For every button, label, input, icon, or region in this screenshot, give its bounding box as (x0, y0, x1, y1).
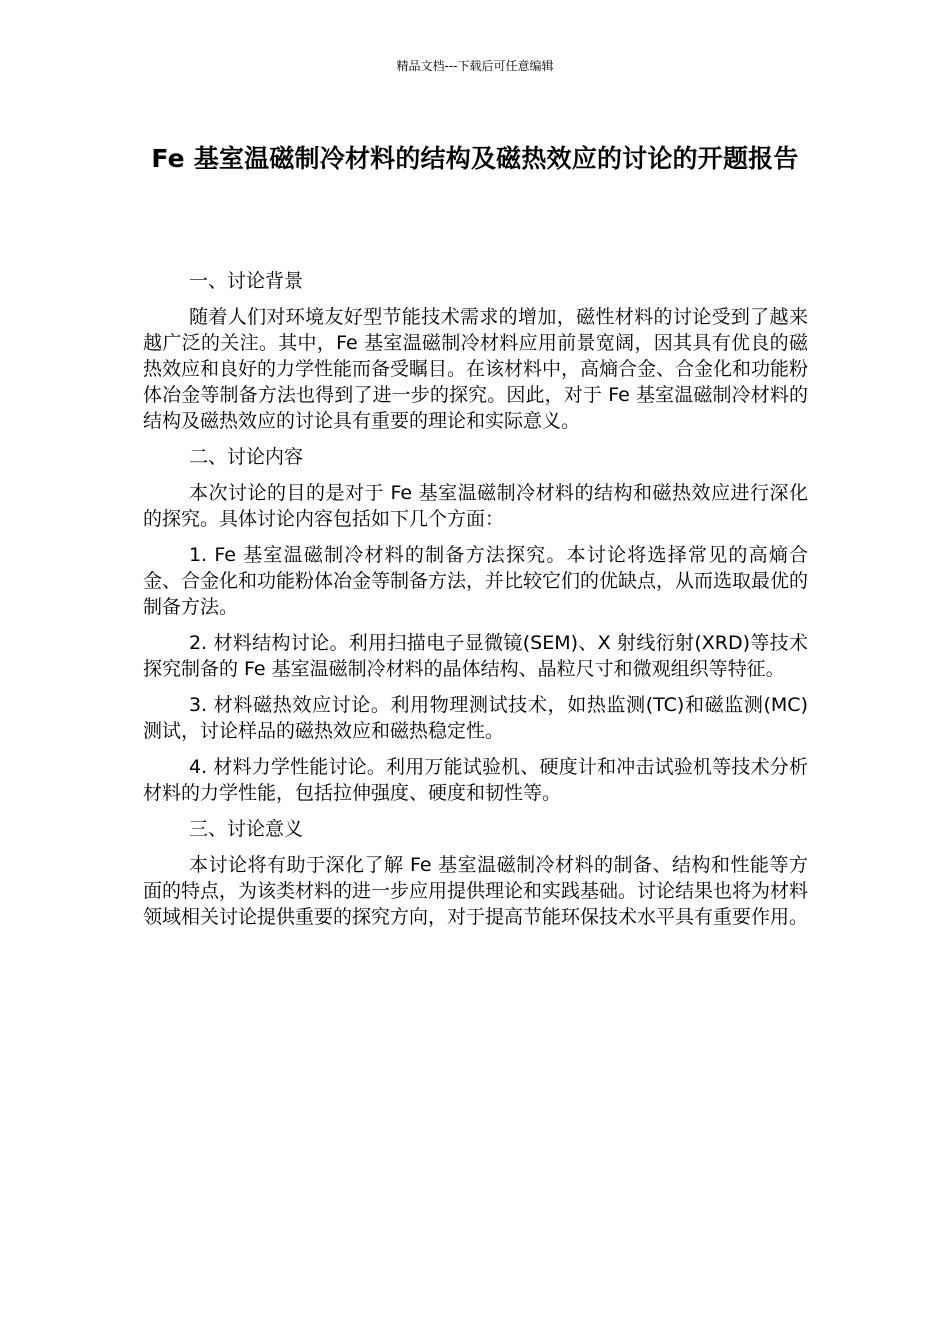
significance-paragraph: 本讨论将有助于深化了解 Fe 基室温磁制冷材料的制备、结构和性能等方面的特点，为该类材料的进一步应用提供理论和实践基础。讨论结果也将为材料领域相关讨论提供重要的探究方向，对于提高节能环保技术水平具有重要作用。 (143, 854, 809, 928)
content-item-4: 4. 材料力学性能讨论。利用万能试验机、硬度计和冲击试验机等技术分析材料的力学性能，包括拉伸强度、硬度和韧性等。 (143, 756, 808, 804)
section-heading-background: 一、讨论背景 (189, 270, 304, 292)
content-item-3: 3. 材料磁热效应讨论。利用物理测试技术，如热监测(TC)和磁监测(MC) 测试，讨论样品的磁热效应和磁热稳定性。 (143, 694, 808, 742)
header-note: 精品文档---下载后可任意编辑 (396, 59, 554, 73)
content-intro-paragraph: 本次讨论的目的是对于 Fe 基室温磁制冷材料的结构和磁热效应进行深化的探究。具体讨论内容包括如下几个方面： (143, 482, 808, 530)
document-title: Fe 基室温磁制冷材料的结构及磁热效应的讨论的开题报告 (151, 144, 799, 173)
content-item-1: 1. Fe 基室温磁制冷材料的制备方法探究。本讨论将选择常见的高熵合金、合金化和功能粉体冶金等制备方法，并比较它们的优缺点，从而选取最优的制备方法。 (143, 544, 809, 618)
document-body (143, 268, 808, 940)
section-heading-content: 二、讨论内容 (189, 446, 304, 468)
background-paragraph: 随着人们对环境友好型节能技术需求的增加，磁性材料的讨论受到了越来越广泛的关注。其中，Fe 基室温磁制冷材料应用前景宽阔，因其具有优良的磁热效应和良好的力学性能而备受瞩目。在该材料中，高熵合金、合金化和功能粉体冶金等制备方法也得到了进一步的探究。因此，对于 Fe 基室温磁制冷材料的结构及磁热效应的讨论具有重要的理论和实际意义。 (143, 306, 809, 432)
section-heading-significance: 三、讨论意义 (189, 818, 304, 840)
content-item-2: 2. 材料结构讨论。利用扫描电子显微镜(SEM)、X 射线衍射(XRD)等技术探究制备的 Fe 基室温磁制冷材料的晶体结构、晶粒尺寸和微观组织等特征。 (143, 632, 808, 680)
